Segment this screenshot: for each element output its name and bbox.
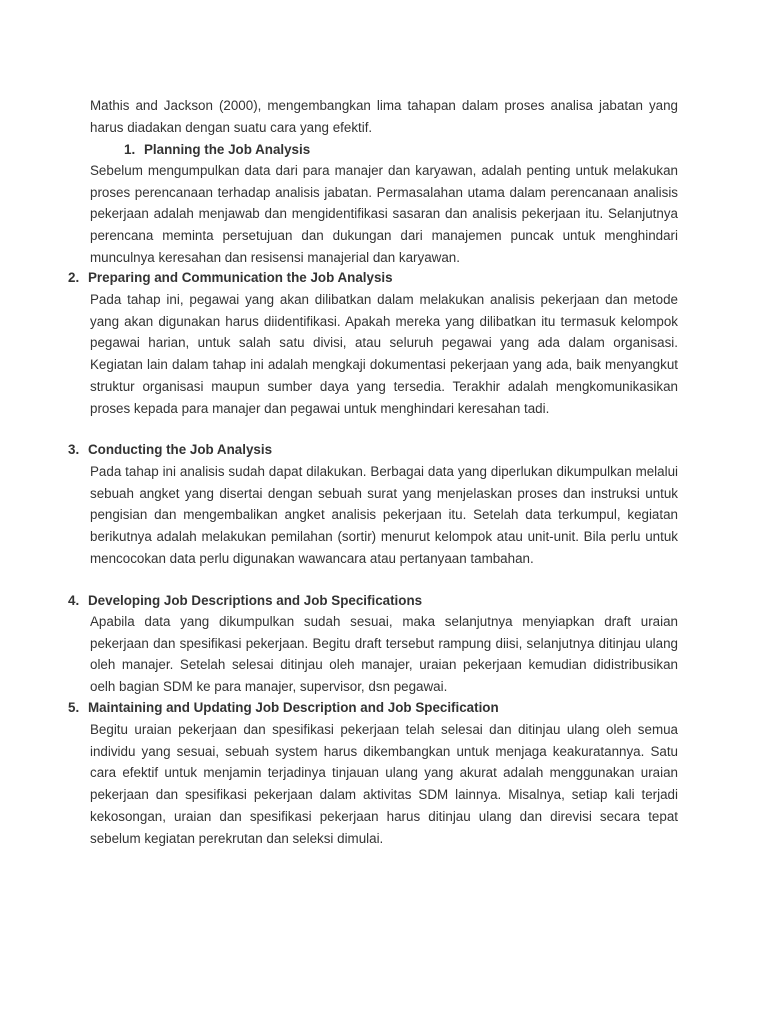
section-body-1: Sebelum mengumpulkan data dari para manajer dan karyawan, adalah penting untuk melakukan proses perencanaan terhadap analisis jabatan. Permasalahan utama dalam perencanaan analisis pekerjaan adalah menjawab dan mengidentifikasi sasaran dan analisis pekerjaan itu. Selanjutnya perencana meminta persetujuan dan dukungan dari manajemen puncak untuk menghindari munculnya keresahan dan resisensi manajerial dan karyawan.: [90, 163, 678, 265]
section-number: 2.: [68, 270, 80, 285]
section-heading-4: [68, 590, 422, 612]
section-heading-1: [124, 139, 310, 161]
section-number: 4.: [68, 593, 80, 608]
section-number: 1.: [124, 142, 136, 157]
section-body-5: Begitu uraian pekerjaan dan spesifikasi pekerjaan telah selesai dan ditinjau ulang oleh semua individu yang sesuai, sebuah system harus dikembangkan untuk menjaga keakuratannya. Satu cara efektif untuk menjamin terjadinya tinjauan ulang yang akurat adalah menggunakan uraian pekerjaan dan spesifikasi pekerjaan dalam aktivitas SDM lainnya. Misalnya, setiap kali terjadi kekosongan, uraian dan spesifikasi pekerjaan harus ditinjau ulang dan direvisi secara tepat sebelum kegiatan perekrutan dan seleksi dimulai.: [90, 722, 678, 846]
section-title: Conducting the Job Analysis: [88, 442, 273, 457]
section-heading-3: [68, 439, 272, 461]
section-title: Maintaining and Updating Job Description and Job Specification: [88, 700, 499, 715]
intro-paragraph: Mathis and Jackson (2000), mengembangkan lima tahapan dalam proses analisa jabatan yang harus diadakan dengan suatu cara yang efektif.: [90, 98, 678, 135]
section-title: Planning the Job Analysis: [144, 142, 311, 157]
section-title: Developing Job Descriptions and Job Specifications: [88, 593, 423, 608]
section-number: 5.: [68, 700, 80, 715]
section-body-2: Pada tahap ini, pegawai yang akan dilibatkan dalam melakukan analisis pekerjaan dan metode yang akan digunakan harus diidentifikasi. Apakah mereka yang dilibatkan itu termasuk kelompok pegawai harian, untuk salah satu divisi, atau seluruh pegawai yang ada dalam organisasi. Kegiatan lain dalam tahap ini adalah mengkaji dokumentasi pekerjaan yang ada, baik menyangkut struktur organisasi maupun sumber daya yang tersedia. Terakhir adalah mengkomunikasikan proses kepada para manajer dan pegawai untuk menghindari keresahan tadi.: [90, 292, 678, 416]
section-heading-5: [68, 697, 499, 719]
section-number: 3.: [68, 442, 80, 457]
section-body-3: Pada tahap ini analisis sudah dapat dilakukan. Berbagai data yang diperlukan dikumpulkan melalui sebuah angket yang disertai dengan sebuah surat yang menjelaskan proses dan instruksi untuk pengisian dan mengembalikan angket analisis pekerjaan itu. Setelah data terkumpul, kegiatan berikutnya adalah melakukan pemilahan (sortir) menurut kelompok atau unit-unit. Bila perlu untuk mencocokan data perlu digunakan wawancara atau pertanyaan tambahan.: [90, 464, 678, 566]
section-heading-2: [68, 267, 393, 289]
section-title: Preparing and Communication the Job Analysis: [88, 270, 393, 285]
section-body-4: Apabila data yang dikumpulkan sudah sesuai, maka selanjutnya menyiapkan draft uraian pekerjaan dan spesifikasi pekerjaan. Begitu draft tersebut rampung diisi, selanjutnya ditinjau ulang oleh manajer. Setelah selesai ditinjau oleh manajer, uraian pekerjaan kemudian didistribusikan oelh bagian SDM ke para manajer, supervisor, dsn pegawai.: [90, 614, 678, 695]
